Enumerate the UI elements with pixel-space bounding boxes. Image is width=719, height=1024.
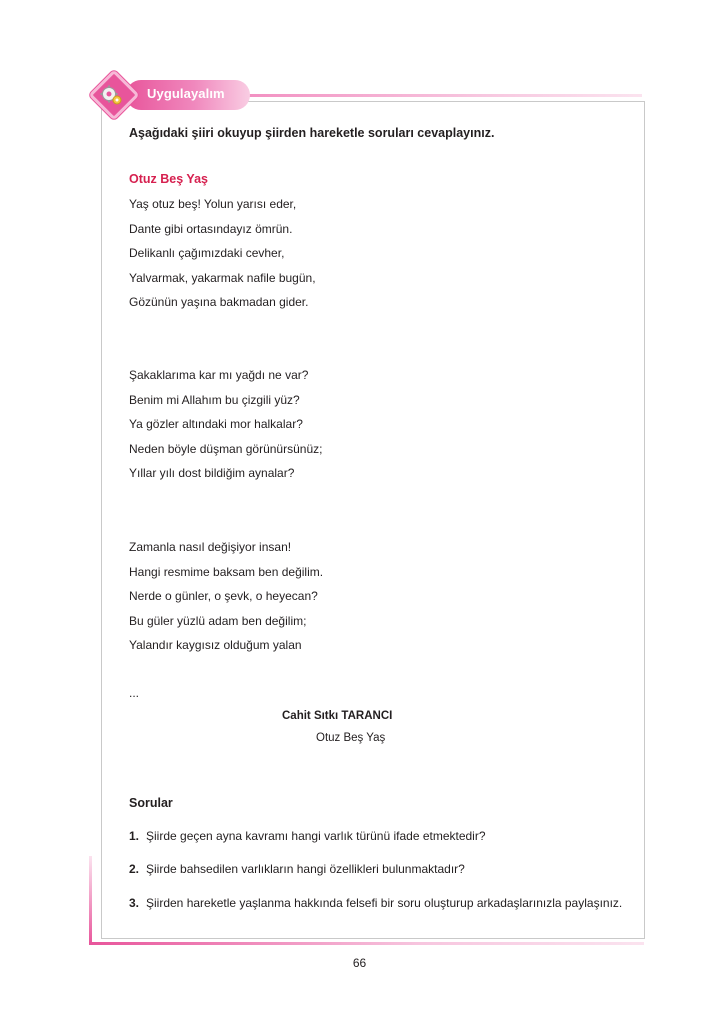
bottom-accent-line	[89, 942, 644, 945]
questions-heading: Sorular	[129, 796, 173, 810]
poem-line: Hangi resmime baksam ben değilim.	[129, 564, 324, 579]
question-text: Şiirde geçen ayna kavramı hangi varlık türünü ifade etmektedir?	[146, 829, 486, 843]
instruction-text: Aşağıdaki şiiri okuyup şiirden hareketle soruları cevaplayınız.	[129, 126, 495, 140]
poem-line: Yalvarmak, yakarmak nafile bugün,	[129, 270, 316, 285]
question-text: Şiirden hareketle yaşlanma hakkında felsefi bir soru oluşturup arkadaşlarınızla paylaşınız.	[146, 896, 623, 910]
header-accent-line	[232, 94, 642, 97]
page-number: 66	[352, 956, 367, 970]
poem-stanza	[129, 367, 322, 490]
left-accent-line	[89, 856, 92, 945]
poem-stanza	[129, 196, 316, 319]
poem-line: Şakaklarıma kar mı yağdı ne var?	[129, 368, 309, 382]
poem-line: Neden böyle düşman görünürsünüz;	[129, 441, 323, 456]
poem-work-title: Otuz Beş Yaş	[316, 732, 386, 744]
question-item	[129, 862, 465, 876]
poem-line: Dante gibi ortasındayız ömrün.	[129, 221, 293, 236]
poem-line: Nerde o günler, o şevk, o heyecan?	[129, 589, 318, 603]
poem-line: Yalandır kaygısız olduğum yalan	[129, 638, 302, 652]
poem-ellipsis: ...	[129, 686, 140, 700]
gears-icon	[99, 82, 125, 108]
question-item	[129, 896, 622, 910]
poem-line: Zamanla nasıl değişiyor insan!	[129, 540, 292, 554]
question-text: Şiirde bahsedilen varlıkların hangi özellikleri bulunmaktadır?	[146, 862, 465, 876]
poem-line: Yıllar yılı dost bildiğim aynalar?	[129, 466, 295, 480]
poem-author: Cahit Sıtkı TARANCI	[282, 710, 393, 722]
question-number: 3.	[129, 896, 140, 910]
section-badge-label: Uygulayalım	[147, 86, 225, 101]
question-number: 2.	[129, 862, 140, 876]
question-number: 1.	[129, 829, 140, 843]
poem-line: Bu güler yüzlü adam ben değilim;	[129, 613, 307, 628]
poem-line: Yaş otuz beş! Yolun yarısı eder,	[129, 197, 297, 211]
poem-line: Gözünün yaşına bakmadan gider.	[129, 295, 309, 309]
poem-stanza	[129, 539, 323, 662]
question-item	[129, 829, 486, 843]
poem-title: Otuz Beş Yaş	[129, 172, 208, 186]
poem-line: Delikanlı çağımızdaki cevher,	[129, 246, 285, 260]
poem-line: Ya gözler altındaki mor halkalar?	[129, 417, 303, 431]
poem-line: Benim mi Allahım bu çizgili yüz?	[129, 392, 300, 407]
